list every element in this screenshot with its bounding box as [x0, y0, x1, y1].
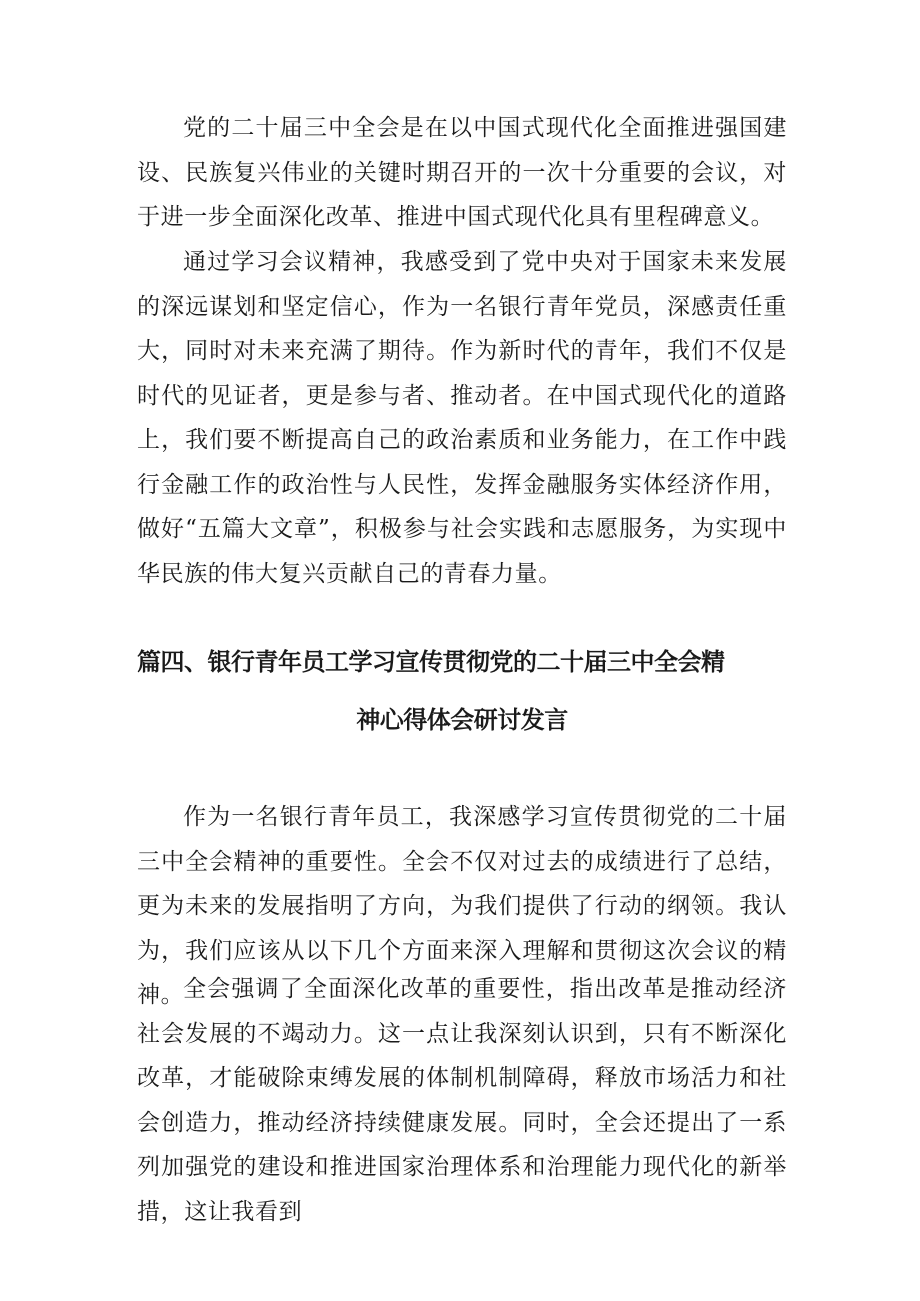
paragraph-intro: 党的二十届三中全会是在以中国式现代化全面推进强国建设、民族复兴伟业的关键时期召开的一次十分重要的会议，对于进一步全面深化改革、推进中国式现代化具有里程碑意义。: [137, 115, 787, 230]
section-heading-line2: 神心得体会研讨发言: [356, 706, 568, 734]
paragraph-reform: 全会强调了全面深化改革的重要性，指出改革是推动经济社会发展的不竭动力。这一点让我深刻认识到，只有不断深化改革，才能破除束缚发展的体制机制障碍，释放市场活力和社会创造力，推动经济持续健康发展。同时，全会还提出了一系列加强党的建设和推进国家治理体系和治理能力现代化的新举措，这让我看到: [137, 976, 787, 1225]
paragraph-employee-intro: 作为一名银行青年员工，我深感学习宣传贯彻党的二十届三中全会精神的重要性。全会不仅对过去的成绩进行了总结，更为未来的发展指明了方向，为我们提供了行动的纲领。我认为，我们应该从以下几个方面来深入理解和贯彻这次会议的精神。: [137, 804, 787, 1008]
section-heading: [137, 647, 787, 735]
paragraph-study-reflection: 通过学习会议精神，我感受到了党中央对于国家未来发展的深远谋划和坚定信心，作为一名银行青年党员，深感责任重大，同时对未来充满了期待。作为新时代的青年，我们不仅是时代的见证者，更是参与者、推动者。在中国式现代化的道路上，我们要不断提高自己的政治素质和业务能力，在工作中践行金融工作的政治性与人民性，发挥金融服务实体经济作用，做好“五篇大文章”，积极参与社会实践和志愿服务，为实现中华民族的伟大复兴贡献自己的青春力量。: [137, 249, 787, 587]
section-heading-line1: 篇四、银行青年员工学习宣传贯彻党的二十届三中全会精: [137, 648, 725, 676]
